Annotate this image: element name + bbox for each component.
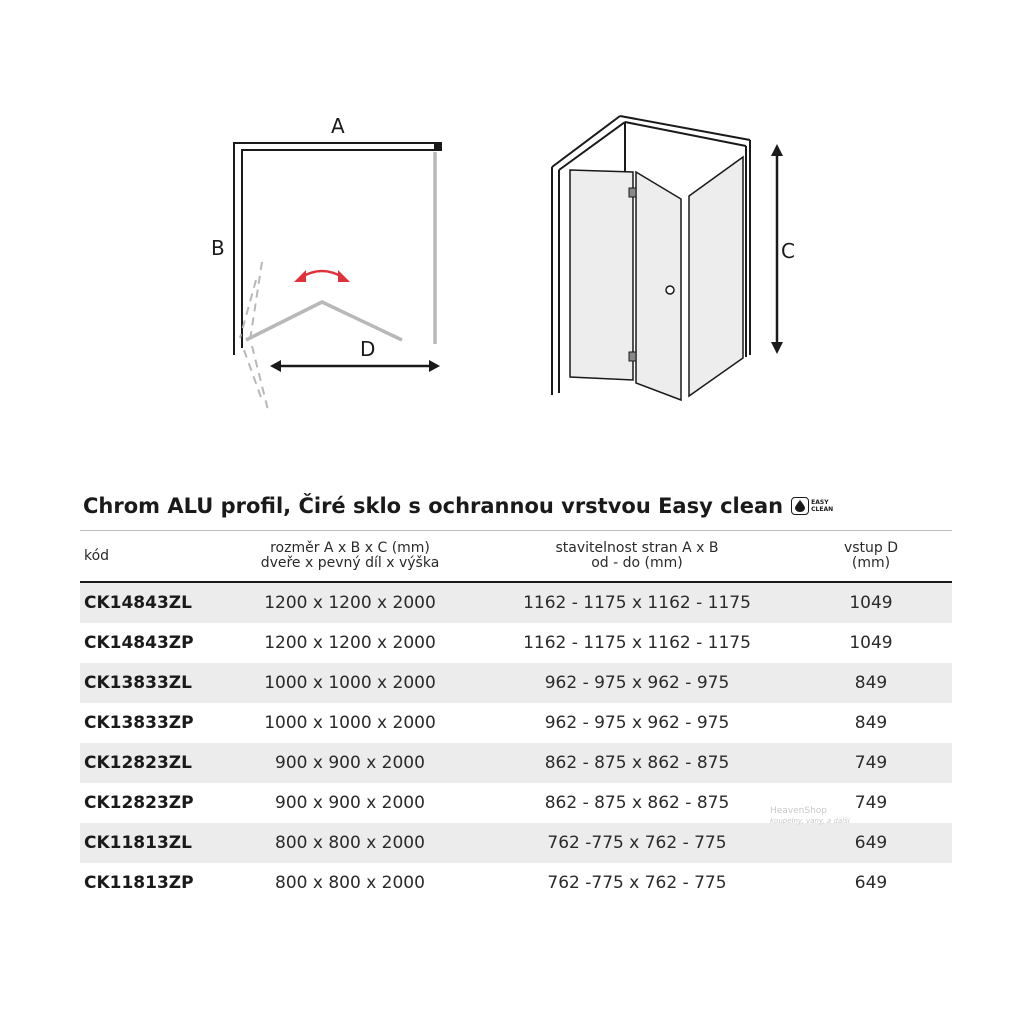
- title-text: Chrom ALU profil, Čiré sklo s ochrannou vrstvou Easy clean: [83, 494, 784, 518]
- cell-range: 1162 - 1175 x 1162 - 1175: [523, 633, 751, 653]
- label-d: D: [360, 337, 376, 361]
- cell-entry: 649: [854, 873, 888, 893]
- spec-table: [80, 530, 952, 903]
- cell-range: 962 - 975 x 962 - 975: [544, 713, 730, 733]
- cell-code: CK12823ZP: [84, 793, 194, 813]
- label-a: A: [331, 114, 345, 138]
- cell-code: CK14843ZP: [84, 633, 194, 653]
- table-row: [80, 663, 952, 703]
- badge-line1: EASY: [811, 499, 829, 506]
- cell-code: CK12823ZL: [84, 753, 192, 773]
- watermark-tagline: koupelny, vany, a další: [770, 817, 850, 825]
- cell-range: 862 - 875 x 862 - 875: [544, 753, 730, 773]
- cell-range: 762 -775 x 762 - 775: [547, 833, 727, 853]
- cell-range: 862 - 875 x 862 - 875: [544, 793, 730, 813]
- watermark-brand: HeavenShop: [770, 806, 828, 816]
- cell-entry: 849: [854, 673, 888, 693]
- cell-size: 800 x 800 x 2000: [275, 873, 425, 893]
- cell-entry: 749: [854, 753, 888, 773]
- table-row: [80, 583, 952, 623]
- cell-code: CK11813ZL: [84, 833, 192, 853]
- cell-entry: 749: [854, 793, 888, 813]
- cell-size: 1000 x 1000 x 2000: [264, 673, 436, 693]
- cell-size: 900 x 900 x 2000: [275, 753, 425, 773]
- cell-size: 1200 x 1200 x 2000: [264, 633, 436, 653]
- cell-entry: 849: [854, 713, 888, 733]
- door-handle-icon: [666, 286, 674, 294]
- cell-range: 962 - 975 x 962 - 975: [544, 673, 730, 693]
- cell-size: 800 x 800 x 2000: [275, 833, 425, 853]
- table-row: [80, 703, 952, 743]
- cell-size: 1200 x 1200 x 2000: [264, 593, 436, 613]
- cell-code: CK11813ZP: [84, 873, 194, 893]
- table-header: [80, 531, 952, 583]
- badge-line2: CLEAN: [811, 506, 834, 513]
- watermark-logo: [770, 806, 880, 832]
- table-row: [80, 623, 952, 663]
- table-row: [80, 863, 952, 903]
- product-title: [83, 489, 833, 523]
- cell-code: CK14843ZL: [84, 593, 192, 613]
- cell-size: 900 x 900 x 2000: [275, 793, 425, 813]
- shower-diagrams: [0, 0, 1024, 470]
- floor-plan-view: [211, 114, 442, 410]
- water-drop-icon: [791, 497, 809, 515]
- cell-code: CK13833ZL: [84, 673, 192, 693]
- cell-entry: 1049: [849, 593, 893, 613]
- header-range: stavitelnost stran A x B od - do (mm): [555, 540, 719, 571]
- cell-entry: 1049: [849, 633, 893, 653]
- header-size: rozměr A x B x C (mm) dveře x pevný díl x výška: [260, 540, 440, 571]
- header-entry: vstup D (mm): [843, 540, 899, 571]
- perspective-view: [552, 116, 795, 400]
- label-b: B: [211, 236, 225, 260]
- swing-arrow-icon: [300, 271, 344, 278]
- cell-size: 1000 x 1000 x 2000: [264, 713, 436, 733]
- label-c: C: [781, 239, 795, 263]
- header-code: kód: [84, 547, 110, 564]
- easy-clean-badge: [791, 497, 833, 515]
- cell-entry: 649: [854, 833, 888, 853]
- cell-code: CK13833ZP: [84, 713, 194, 733]
- table-row: [80, 743, 952, 783]
- cell-range: 1162 - 1175 x 1162 - 1175: [523, 593, 751, 613]
- cell-range: 762 -775 x 762 - 775: [547, 873, 727, 893]
